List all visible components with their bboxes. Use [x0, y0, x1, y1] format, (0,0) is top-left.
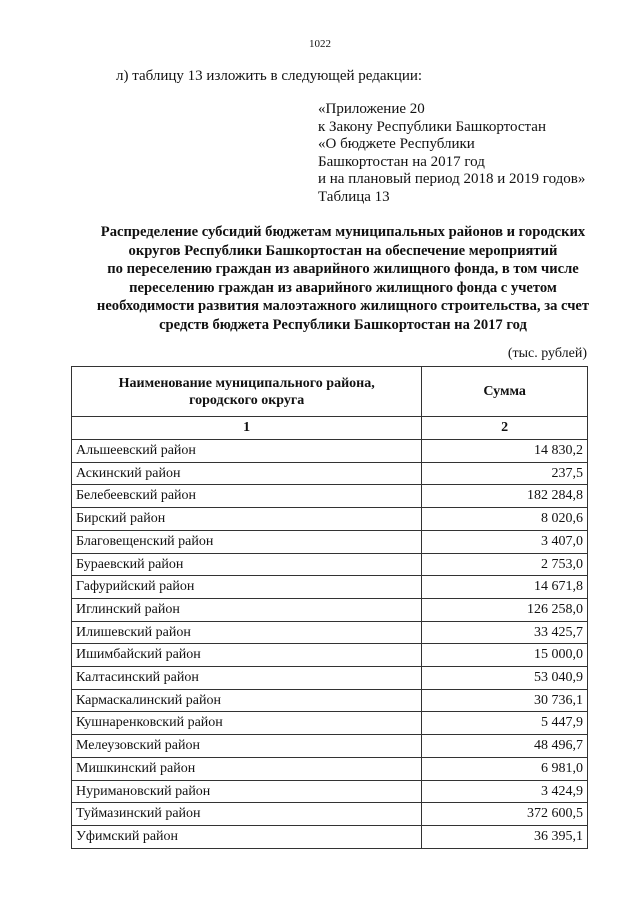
district-name: Кушнаренковский район	[72, 712, 422, 735]
column-header-amount: Сумма	[422, 367, 588, 417]
district-name: Калтасинский район	[72, 667, 422, 690]
subsidy-amount: 6 981,0	[422, 757, 588, 780]
title-line: Распределение субсидий бюджетам муниципальных районов и городских	[100, 224, 586, 240]
table-row	[72, 553, 588, 576]
subsidy-amount: 15 000,0	[422, 644, 588, 667]
table-row	[72, 621, 588, 644]
column-number: 2	[422, 417, 588, 440]
table-row	[72, 440, 588, 463]
table-row	[72, 825, 588, 848]
subsidy-amount: 126 258,0	[422, 598, 588, 621]
appendix-line: к Закону Республики Башкортостан	[318, 118, 546, 135]
appendix-reference	[318, 101, 585, 207]
column-number: 1	[72, 417, 422, 440]
subsidy-table	[71, 366, 588, 849]
table-row	[72, 667, 588, 690]
table-row	[72, 485, 588, 508]
appendix-line: и на плановый период 2018 и 2019 годов»	[318, 171, 586, 188]
table-header-row	[72, 367, 588, 417]
table-row	[72, 644, 588, 667]
district-name: Ишимбайский район	[72, 644, 422, 667]
district-name: Аскинский район	[72, 462, 422, 485]
district-name: Гафурийский район	[72, 576, 422, 599]
table-row	[72, 598, 588, 621]
subsidy-amount: 3 424,9	[422, 780, 588, 803]
header-text: городского округа	[189, 392, 305, 408]
district-name: Нуримановский район	[72, 780, 422, 803]
column-header-name	[72, 367, 422, 417]
district-name: Мишкинский район	[72, 757, 422, 780]
subsidy-amount: 14 671,8	[422, 576, 588, 599]
district-name: Кармаскалинский район	[72, 689, 422, 712]
title-line: по переселению граждан из аварийного жилищного фонда, в том числе	[107, 261, 579, 278]
district-name: Бураевский район	[72, 553, 422, 576]
subsidy-amount: 182 284,8	[422, 485, 588, 508]
appendix-line: Башкортостан на 2017 год	[318, 153, 485, 170]
subsidy-amount: 5 447,9	[422, 712, 588, 735]
column-number-row	[72, 417, 588, 440]
district-name: Белебеевский район	[72, 485, 422, 508]
subsidy-amount: 3 407,0	[422, 530, 588, 553]
district-name: Бирский район	[72, 508, 422, 531]
subsidy-amount: 48 496,7	[422, 735, 588, 758]
table-row	[72, 735, 588, 758]
subsidy-amount: 14 830,2	[422, 440, 588, 463]
appendix-line: «Приложение 20	[318, 101, 425, 117]
appendix-line: «О бюджете Республики	[318, 136, 475, 153]
document-title	[66, 223, 620, 335]
district-name: Туймазинский район	[72, 803, 422, 826]
district-name: Альшеевский район	[72, 440, 422, 463]
table-row	[72, 462, 588, 485]
district-name: Илишевский район	[72, 621, 422, 644]
subsidy-amount: 237,5	[422, 462, 588, 485]
table-row	[72, 576, 588, 599]
table-row	[72, 757, 588, 780]
district-name: Иглинский район	[72, 598, 422, 621]
amendment-instruction: л) таблицу 13 изложить в следующей редакции:	[116, 68, 423, 84]
subsidy-amount: 30 736,1	[422, 689, 588, 712]
table-row	[72, 780, 588, 803]
table-row	[72, 712, 588, 735]
table-row	[72, 803, 588, 826]
subsidy-amount: 53 040,9	[422, 667, 588, 690]
units-label: (тыс. рублей)	[507, 346, 587, 361]
title-line: необходимости развития малоэтажного жилищного строительства, за счет	[96, 298, 590, 315]
table-row	[72, 530, 588, 553]
table-label: Таблица 13	[318, 188, 390, 205]
table-row	[72, 689, 588, 712]
subsidy-amount: 33 425,7	[422, 621, 588, 644]
header-text: Наименование муниципального района,	[118, 375, 375, 391]
table-row	[72, 508, 588, 531]
title-line: переселению граждан из аварийного жилищного фонда с учетом	[129, 279, 557, 296]
district-name: Благовещенский район	[72, 530, 422, 553]
subsidy-amount: 372 600,5	[422, 803, 588, 826]
district-name: Мелеузовский район	[72, 735, 422, 758]
subsidy-amount: 36 395,1	[422, 825, 588, 848]
title-line: средств бюджета Республики Башкортостан на 2017 год	[159, 316, 527, 333]
page-number: 1022	[309, 38, 331, 50]
subsidy-amount: 8 020,6	[422, 508, 588, 531]
district-name: Уфимский район	[72, 825, 422, 848]
title-line: округов Республики Башкортостан на обеспечение мероприятий	[128, 242, 558, 259]
subsidy-amount: 2 753,0	[422, 553, 588, 576]
